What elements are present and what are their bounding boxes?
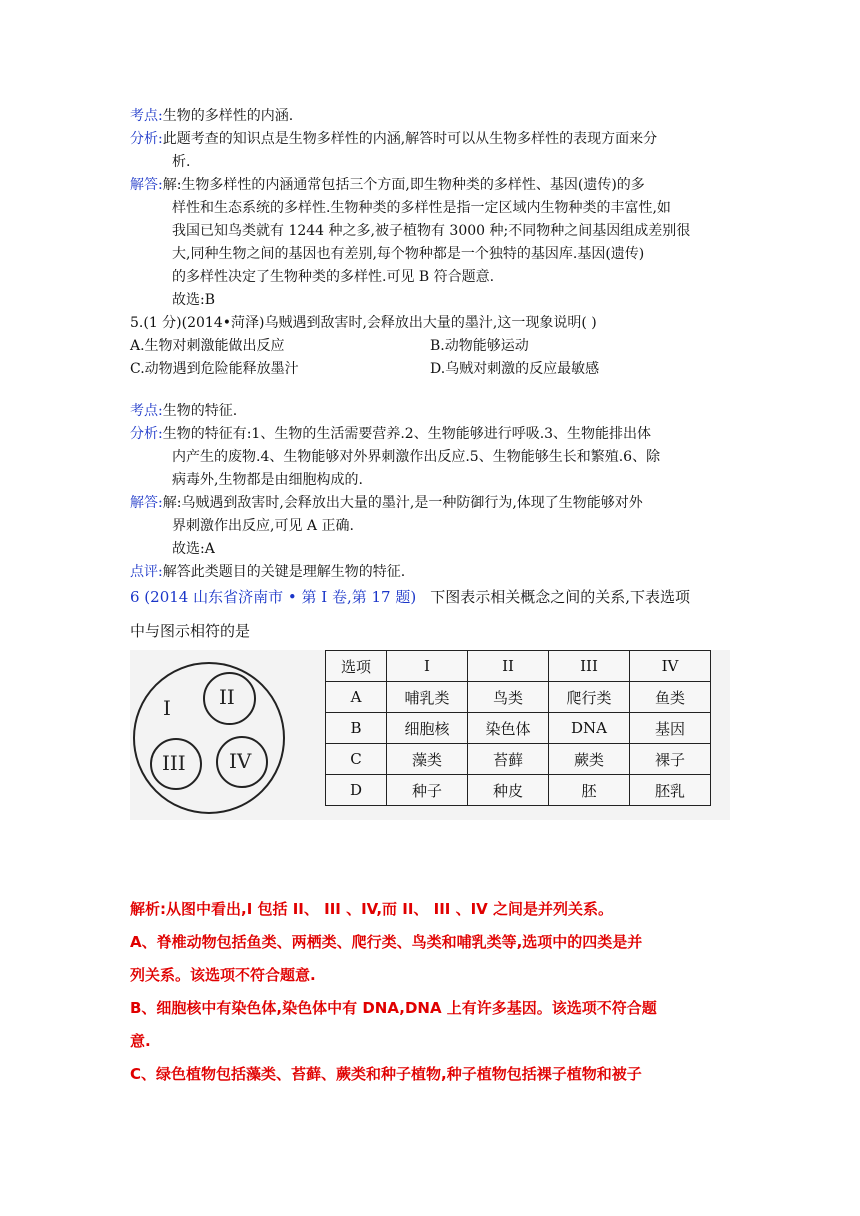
table-cell: D (326, 775, 387, 806)
q6-analysis-line4: B、细胞核中有染色体,染色体中有 DNA,DNA 上有许多基因。该选项不符合题 (130, 999, 657, 1017)
table-cell: 藻类 (387, 744, 468, 775)
table-header-cell: I (387, 651, 468, 682)
fenxi-label: 分析: (130, 131, 163, 147)
q4-kaodian: 考点:生物的多样性的内涵. (130, 108, 294, 124)
dianping-label: 点评: (130, 564, 163, 580)
table-row (326, 775, 711, 806)
q5-jieda-line2: 界刺激作出反应,可见 A 正确. (172, 518, 354, 534)
q4-jieda-line2: 样性和生态系统的多样性.生物种类的多样性是指一定区域内生物种类的丰富性,如 (172, 200, 671, 216)
q5-kaodian: 考点:生物的特征. (130, 403, 238, 419)
kaodian-label: 考点: (130, 108, 163, 124)
table-row (326, 682, 711, 713)
q6-option-table (325, 650, 711, 806)
q5-fenxi-line2: 内产生的废物.4、生物能够对外界刺激作出反应.5、生物能够生长和繁殖.6、除 (172, 449, 661, 465)
q5-jieda: 解答:解:乌贼遇到敌害时,会释放出大量的墨汁,是一种防御行为,体现了生物能够对外 (130, 495, 643, 511)
table-cell: 哺乳类 (387, 682, 468, 713)
table-cell: C (326, 744, 387, 775)
q4-answer: 故选:B (172, 292, 216, 308)
q4-fenxi: 分析:此题考查的知识点是生物多样性的内涵,解答时可以从生物多样性的表现方面来分 (130, 131, 658, 147)
q6-figure (130, 650, 730, 820)
table-cell: 鸟类 (468, 682, 549, 713)
table-header-cell: III (549, 651, 630, 682)
outer-circle-label: I (163, 696, 171, 720)
table-cell: B (326, 713, 387, 744)
q5-option-c: C.动物遇到危险能释放墨汁 (130, 361, 299, 377)
table-cell: A (326, 682, 387, 713)
q6-analysis-line6: C、绿色植物包括藻类、苔藓、蕨类和种子植物,种子植物包括裸子植物和被子 (130, 1065, 642, 1083)
table-cell: 裸子 (630, 744, 711, 775)
table-header-cell: IV (630, 651, 711, 682)
table-row (326, 744, 711, 775)
table-cell: 胚 (549, 775, 630, 806)
q6-analysis-line5: 意. (130, 1032, 151, 1050)
q5-fenxi-line3: 病毒外,生物都是由细胞构成的. (172, 472, 363, 488)
table-header-cell: 选项 (326, 651, 387, 682)
q4-jieda-line5: 的多样性决定了生物种类的多样性.可见 B 符合题意. (172, 269, 495, 285)
q5-option-a: A.生物对刺激能做出反应 (130, 338, 285, 354)
q6-analysis-line3: 列关系。该选项不符合题意. (130, 966, 316, 984)
table-cell: 基因 (630, 713, 711, 744)
q6-title (130, 586, 690, 608)
q6-source: 6 (2014 山东省济南市 • 第 I 卷,第 17 题) (130, 588, 417, 606)
table-header-row (326, 651, 711, 682)
q4-fenxi-cont: 析. (172, 154, 191, 170)
table-cell: 种子 (387, 775, 468, 806)
kaodian-label: 考点: (130, 403, 163, 419)
table-row (326, 713, 711, 744)
table-cell: 种皮 (468, 775, 549, 806)
inner-circle-2-label: II (219, 685, 235, 709)
q5-stem: 5.(1 分)(2014•菏泽)乌贼遇到敌害时,会释放出大量的墨汁,这一现象说明( ) (130, 315, 597, 331)
q6-stem-cont: 中与图示相符的是 (130, 622, 251, 640)
inner-circle-4-label: IV (229, 749, 252, 773)
table-cell: 细胞核 (387, 713, 468, 744)
q5-option-d: D.乌贼对刺激的反应最敏感 (430, 361, 600, 377)
table-cell: 蕨类 (549, 744, 630, 775)
table-cell: 染色体 (468, 713, 549, 744)
fenxi-label: 分析: (130, 426, 163, 442)
jieda-label: 解答: (130, 177, 163, 193)
q5-option-b: B.动物能够运动 (430, 338, 529, 354)
jieda-label: 解答: (130, 495, 163, 511)
table-cell: 鱼类 (630, 682, 711, 713)
table-cell: DNA (549, 713, 630, 744)
q5-dianping: 点评:解答此类题目的关键是理解生物的特征. (130, 564, 406, 580)
q6-stem: 下图表示相关概念之间的关系,下表选项 (430, 588, 690, 606)
q4-jieda-line3: 我国已知鸟类就有 1244 种之多,被子植物有 3000 种;不同物种之间基因组成差别很 (172, 223, 691, 239)
q4-jieda-line4: 大,同种生物之间的基因也有差别,每个物种都是一个独特的基因库.基因(遗传) (172, 246, 645, 262)
q4-jieda: 解答:解:生物多样性的内涵通常包括三个方面,即生物种类的多样性、基因(遗传)的多 (130, 177, 645, 193)
table-cell: 苔藓 (468, 744, 549, 775)
table-header-cell: II (468, 651, 549, 682)
q6-analysis-line1: 解析:从图中看出,I 包括 II、 III 、IV,而 II、 III 、IV 之间是并列关系。 (130, 900, 614, 918)
q6-analysis-line2: A、脊椎动物包括鱼类、两栖类、爬行类、鸟类和哺乳类等,选项中的四类是并 (130, 933, 643, 951)
q5-fenxi: 分析:生物的特征有:1、生物的生活需要营养.2、生物能够进行呼吸.3、生物能排出体 (130, 426, 652, 442)
inner-circle-3-label: III (162, 751, 186, 775)
q5-answer: 故选:A (172, 541, 215, 557)
table-cell: 爬行类 (549, 682, 630, 713)
table-cell: 胚乳 (630, 775, 711, 806)
